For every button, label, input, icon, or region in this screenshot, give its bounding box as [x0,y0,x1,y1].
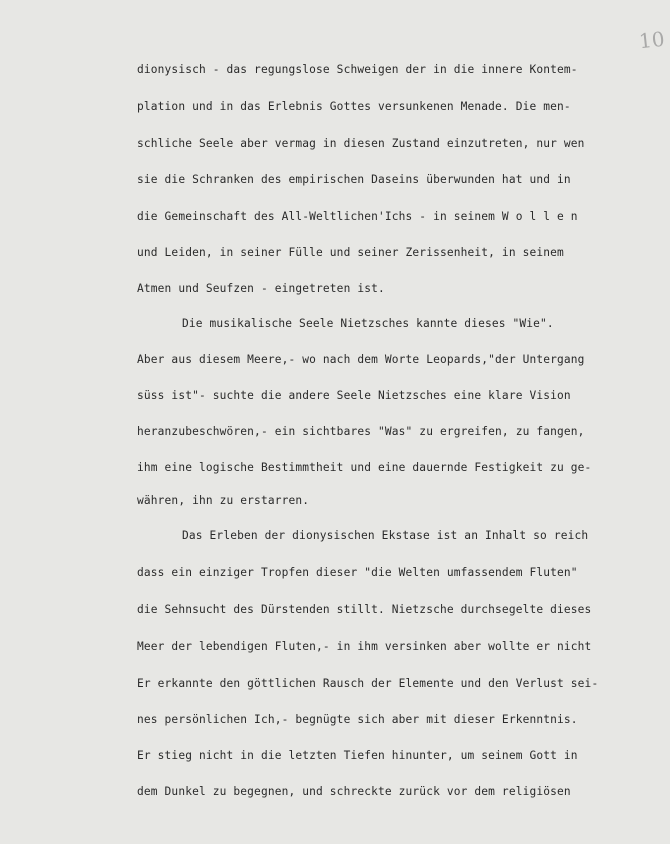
text-line: die Gemeinschaft des All-Weltlichen'Ichs - in seinem W o l l e n [137,210,578,223]
page-number: 10 [637,26,666,54]
text-line: sie die Schranken des empirischen Daseins überwunden hat und in [137,173,571,186]
text-line: Das Erleben der dionysischen Ekstase ist an Inhalt so reich [182,529,589,542]
text-line: die Sehnsucht des Dürstenden stillt. Nietzsche durchsegelte dieses [137,603,592,616]
text-line: Er stieg nicht in die letzten Tiefen hinunter, um seinem Gott in [137,749,578,762]
text-line: ihm eine logische Bestimmtheit und eine dauernde Festigkeit zu ge- [137,461,592,474]
text-line: nes persönlichen Ich,- begnügte sich aber mit dieser Erkenntnis. [137,713,578,726]
text-line: Atmen und Seufzen - eingetreten ist. [137,282,385,295]
text-line: dionysisch - das regungslose Schweigen der in die innere Kontem- [137,63,578,76]
text-line: und Leiden, in seiner Fülle und seiner Zerissenheit, in seinem [137,246,564,259]
text-line: plation und in das Erlebnis Gottes versunkenen Menade. Die men- [137,100,571,113]
text-line: dass ein einziger Tropfen dieser "die Welten umfassendem Fluten" [137,566,578,579]
text-line: Aber aus diesem Meere,- wo nach dem Worte Leopards,"der Untergang [137,353,585,366]
text-line: heranzubeschwören,- ein sichtbares "Was" zu ergreifen, zu fangen, [137,425,585,438]
text-line: Er erkannte den göttlichen Rausch der Elemente und den Verlust sei- [137,677,599,690]
text-line: süss ist"- suchte die andere Seele Nietzsches eine klare Vision [137,389,571,402]
text-line: schliche Seele aber vermag in diesen Zustand einzutreten, nur wen [137,137,585,150]
text-line: Die musikalische Seele Nietzsches kannte dieses "Wie". [182,317,554,330]
text-line: Meer der lebendigen Fluten,- in ihm versinken aber wollte er nicht [137,640,592,653]
text-line: dem Dunkel zu begegnen, und schreckte zurück vor dem religiösen [137,785,571,798]
text-line: währen, ihn zu erstarren. [137,494,310,507]
